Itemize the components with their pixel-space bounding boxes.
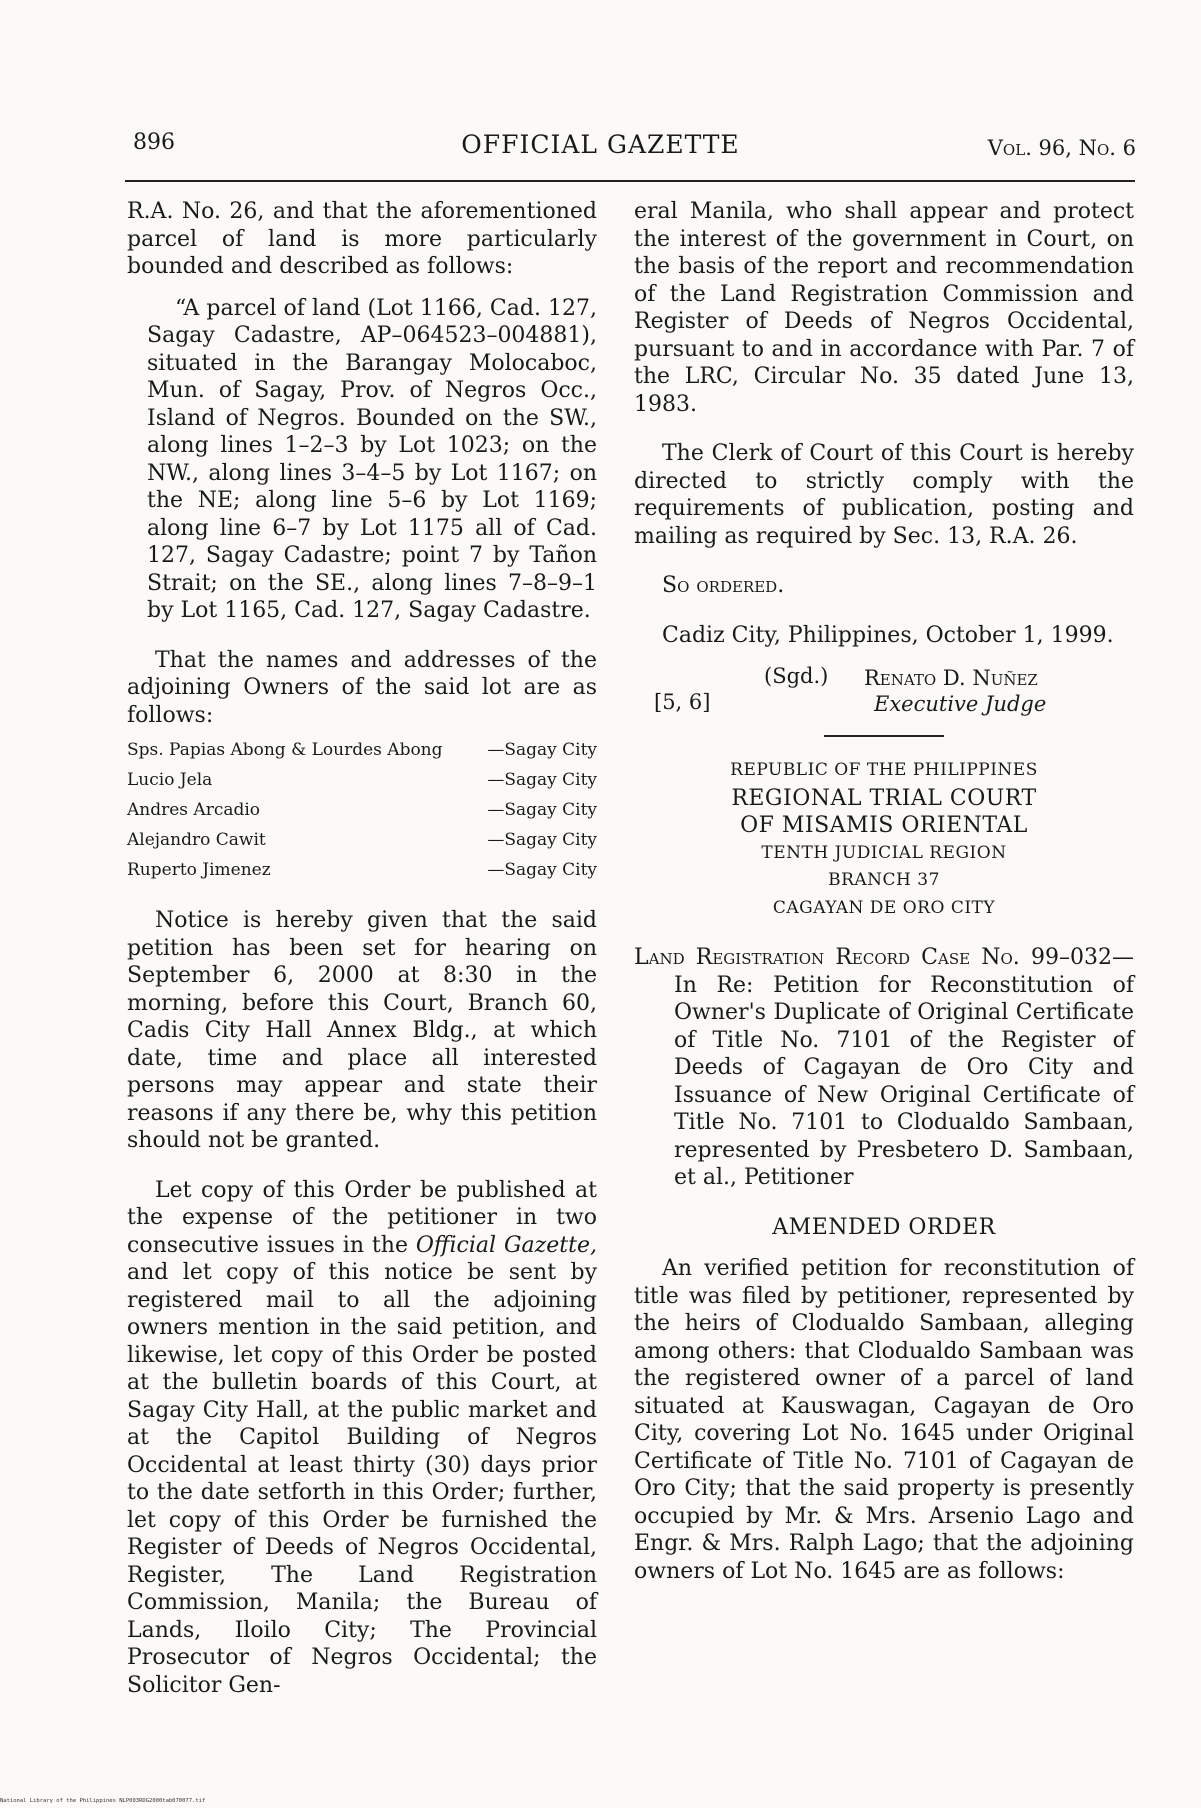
issue-reference: [5, 6] [654, 690, 711, 714]
owner-row: Ruperto Jimenez —Sagay City [127, 860, 597, 880]
court-line-region: TENTH JUDICIAL REGION [761, 842, 1007, 863]
paragraph-publication-order: Let copy of this Order be published at the expense of the petitioner in two consecutive issues in the Official Gazette, and let copy of this notice be sent by registered mail to all the adjoining owners mention in the said petition, and likewise, let copy of this Order be posted at the bulletin boards of this Court, at Sagay City Hall, at the public market and at the Capitol Building of Negros Occidental at least thirty (30) days prior to the date setforth in this Order; further, let copy of this Order be furnished the Register of Deeds of Negros Occidental, Register, The Land Registration Commission, Manila; the Bureau of Lands, Iloilo City; The Provincial Prosecutor of Negros Occidental; the Solicitor Gen- [127, 1177, 597, 1698]
paragraph-clerk-directive: The Clerk of Court of this Court is hereby directed to strictly comply with the requirements of publication, posting and mailing as required by Sec. 13, R.A. 26. [634, 441, 1134, 549]
section-divider [824, 735, 944, 737]
court-line-republic: REPUBLIC OF THE PHILIPPINES [730, 760, 1038, 780]
paragraph-hearing-notice: Notice is hereby given that the said petition has been set for hearing on September 6, 2000 at 8:30 in the morning, before this Court, Branch 60, Cadis City Hall Annex Bldg., at which date, time and place all interested persons may appear and state their reasons if any there be, why this petition should not be granted. [127, 908, 597, 1153]
paragraph-owners-intro: That the names and addresses of the adjoining Owners of the said lot are as follows: [127, 647, 597, 728]
left-column [127, 198, 597, 1699]
signature-block [634, 663, 1134, 723]
right-column [634, 198, 1134, 1585]
signed-marker: (Sgd.) [764, 664, 829, 688]
paragraph-petition: An verified petition for reconstitution of title was filed by petitioner, represented by the heirs of Clodualdo Sambaan, alleging among others: that Clodualdo Sambaan was the registered owner of a parcel of land situated at Kauswagan, Cagayan de Oro City, covering Lot No. 1645 under Original Certificate of Title No. 7101 of Cagayan de Oro City; that the said property is presently occupied by Mr. & Mrs. Arsenio Lago and Engr. & Mrs. Ralph Lago; that the adjoining owners of Lot No. 1645 are as follows: [634, 1256, 1134, 1584]
paragraph-intro: R.A. No. 26, and that the aforementioned parcel of land is more particularly bounded and described as follows: [127, 199, 597, 279]
owner-row: Sps. Papias Abong & Lourdes Abong —Sagay City [127, 740, 597, 760]
court-line-city: CAGAYAN DE ORO CITY [772, 897, 996, 918]
judge-name: Renato D. Nuñez [864, 666, 1038, 690]
case-caption: Land Registration Record Case No. 99–032—In Re: Petition for Reconstitution of Owner's Duplicate of Original Certificate of Title No. 7101 of the Register of Deeds of Cagayan de Oro City and Issuance of New Original Certificate of Title No. 7101 to Clodualdo Sambaan, represented by Presbetero D. Sambaan, et al., Petitioner [634, 945, 1135, 1190]
so-ordered: So ordered. [662, 573, 785, 598]
owners-list [127, 735, 597, 885]
volume-label: Vol. 96, No. 6 [987, 136, 1136, 160]
court-line-province: OF MISAMIS ORIENTAL [740, 813, 1028, 838]
lot-description-quote: “A parcel of land (Lot 1166, Cad. 127, Sagay Cadastre, AP–064523–004881), situated in the Barangay Molocaboc, Mun. of Sagay, Prov. of Negros Occ., Island of Negros. Bounded on the SW., along lines 1–2–3 by Lot 1023; on the NW., along lines 3–4–5 by Lot 1167; on the NE; along line 5–6 by Lot 1169; along line 6–7 by Lot 1175 all of Cad. 127, Sagay Cadastre; point 7 by Tañon Strait; on the SE., along lines 7–8–9–1 by Lot 1165, Cad. 127, Sagay Cadastre. [147, 295, 597, 623]
scan-footer: National Library of the Philippines NLP003RDG2000tab070077.tif [0, 1798, 206, 1804]
court-line-name: REGIONAL TRIAL COURT [731, 785, 1037, 811]
publication-title: OFFICIAL GAZETTE [461, 130, 740, 159]
judge-title: Executive Judge [874, 692, 1047, 716]
amended-order-heading: AMENDED ORDER [772, 1214, 996, 1240]
owner-row: Andres Arcadio —Sagay City [127, 800, 597, 820]
court-heading [634, 757, 1134, 922]
owner-row: Alejandro Cawit —Sagay City [127, 830, 597, 850]
date-line: Cadiz City, Philippines, October 1, 1999. [662, 622, 1114, 648]
paragraph-continuation: eral Manila, who shall appear and protect the interest of the government in Court, on the basis of the report and recommendation of the Land Registration Commission and Register of Deeds of Negros Occidental, pursuant to and in accordance with Par. 7 of the LRC, Circular No. 35 dated June 13, 1983. [634, 199, 1134, 417]
page-number: 896 [133, 130, 175, 155]
owner-row: Lucio Jela —Sagay City [127, 770, 597, 790]
page-header [0, 130, 1201, 170]
court-line-branch: BRANCH 37 [828, 870, 940, 890]
header-rule [125, 180, 1135, 182]
